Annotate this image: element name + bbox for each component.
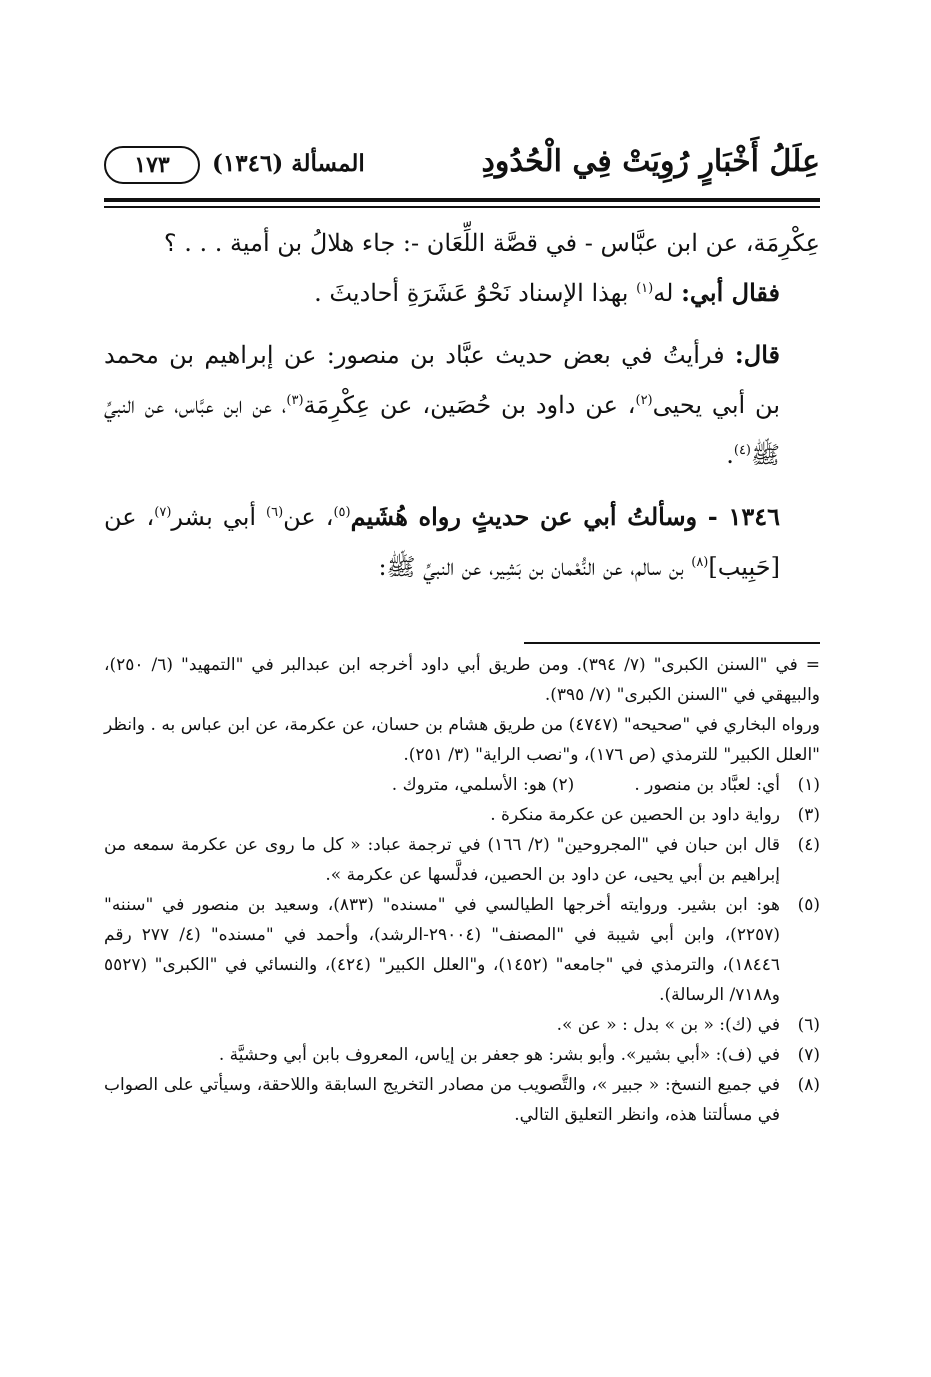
bold-text: قال: [734, 340, 781, 369]
footnote-text: قال ابن حبان في "المجروحين" (٢/ ١٦٦) في ترجمة عباد: « كل ما روى عن عكرمة سمعه من إبراهيم بن أبي يحيى، عن داود بن الحصين، فدلَّسها عن عكرمة ». [104, 835, 780, 885]
text: أبي بشر [171, 503, 257, 531]
footnote-text: في (ف): «أبي بشير». وأبو بشر: هو جعفر بن إياس، المعروف بابن أبي وحشيَّة . [218, 1045, 780, 1065]
header-rule-thick [104, 198, 820, 202]
header-rule-thin [104, 206, 820, 208]
footnote-number: (٤) [797, 835, 820, 855]
text: بهذا الإسناد نَحْوُ عَشَرَةِ أحاديثَ . [314, 279, 629, 307]
main-text [104, 218, 820, 592]
footnote [104, 1010, 820, 1040]
footnote [104, 830, 820, 890]
footnote-ref: (٢) [635, 393, 653, 408]
footnote-text: أي: لعبَّاد بن منصور . [634, 775, 780, 795]
issue-heading: ١٣٤٦ - وسألتُ أبي عن حديثٍ رواه هُشَيم [350, 502, 781, 531]
paragraph [104, 268, 820, 318]
footnote [104, 1040, 820, 1070]
footnote [104, 800, 820, 830]
text: ، عن [حَبِيب] [104, 503, 780, 581]
footnote-number: (١) [797, 775, 820, 795]
text: فرأيتُ في بعض حديث عبَّاد بن منصور: عن إبراهيم بن محمد بن أبي يحيى [104, 341, 781, 419]
footnote-text [104, 770, 780, 800]
footnote-text: هو: ابن بشير. وروايته أخرجها الطيالسي في "مسنده" (٨٣٣)، وسعيد بن منصور في "سننه" (٢٢٥٧)، وابن أبي شيبة في "المصنف" (٢٩٠٠٤-الرشد)، وأحمد في "مسنده" (٤/ ٢٧٧ رقم ١٨٤٤٦)، والترمذي في "جامعه" (١٤٥٢)، و"العلل الكبير" (٤٢٤)، والنسائي في "الكبرى" (٥٥٢٧ و٧١٨٨/ الرسالة). [104, 895, 780, 1005]
footnote-ref: (٨) [691, 555, 709, 570]
footnote-text: في جميع النسخ: « جبير »، والتَّصويب من مصادر التخريج السابقة واللاحقة، وسيأتي على الصواب في مسألتنا هذه، وانظر التعليق التالي. [104, 1075, 780, 1125]
text: ، عن ابن عبَّاس، عن النبيِّ ﷺ [104, 391, 780, 469]
issue-number: المسألة (١٣٤٦) [212, 150, 365, 177]
paragraph [104, 492, 820, 592]
text: ، عن داود بن حُصَين، عن عِكْرِمَة [303, 391, 636, 419]
text: بن سالم، عن النُّعْمان بن بَشِير، عن النبيِّ ﷺ: [378, 553, 684, 581]
page-number: ١٧٣ [104, 146, 200, 184]
footnote [104, 890, 820, 1010]
footnote-number: (٨) [797, 1075, 820, 1095]
footnote-number: (٢) [551, 775, 575, 795]
footnote-text: في (ك): « بن » بدل : « عن ». [556, 1015, 780, 1035]
footnote-continuation: ورواه البخاري في "صحيحه" (٤٧٤٧) من طريق هشام بن حسان، عن عكرمة، عن ابن عباس به . وانظر "العلل الكبير" للترمذي (ص ١٧٦)، و"نصب الراية" (٣/ ٢٥١). [104, 715, 820, 765]
footnote-number: (٧) [797, 1045, 820, 1065]
footnote [104, 1070, 820, 1130]
running-header [104, 140, 820, 192]
footnote-text: رواية داود بن الحصين عن عكرمة منكرة . [490, 805, 780, 825]
footnote-ref: (١) [636, 281, 654, 296]
footnotes [104, 650, 820, 1130]
footnote-number [392, 775, 635, 795]
footnote-ref: (٧) [154, 505, 172, 520]
footnote-separator [524, 642, 820, 644]
footnote-ref: (٤) [733, 443, 751, 458]
text: عِكْرِمَة، عن ابن عبَّاس - في قصَّة اللِّعَان -: جاء هلالُ بن أمية . . . ؟ [163, 229, 820, 257]
text: ، عن [283, 503, 334, 531]
footnote-continuation: = في "السنن الكبرى" (٧/ ٣٩٤). ومن طريق أبي داود أخرجه ابن عبدالبر في "التمهيد" (٦/ ٢٥٠)، والبيهقي في "السنن الكبرى" (٧/ ٣٩٥). [104, 655, 821, 705]
footnote-ref: (٥) [333, 505, 351, 520]
paragraph [104, 330, 820, 480]
footnote-number: (٥) [797, 895, 820, 915]
footnote-ref: (٦) [266, 505, 284, 520]
footnote [104, 770, 820, 800]
book-title: عِلَلُ أَخْبَارٍ رُوِيَتْ فِي الْحُدُودِ [481, 144, 820, 179]
footnote-ref: (٣) [286, 393, 304, 408]
footnote-text: هو: الأسلمي، متروك . [391, 775, 547, 795]
text: . [726, 441, 734, 469]
footnote-number: (٦) [797, 1015, 820, 1035]
bold-text: فقال أبي: [681, 278, 780, 307]
paragraph [104, 218, 820, 268]
footnote-number: (٣) [797, 805, 820, 825]
text: له [653, 279, 674, 307]
